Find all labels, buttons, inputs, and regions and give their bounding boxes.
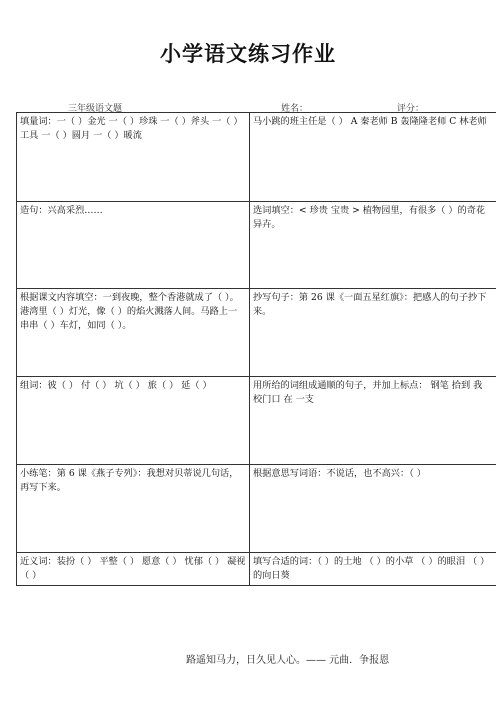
question-cell-7 [17,377,250,465]
question-text: 根据意思写词语：不说话，也不高兴：（ ） [253,468,426,479]
question-text: 根据课文内容填空：一到夜晚，整个香港就成了（ ）。港湾里（ ）灯光，像（ ）的焰火溅落人间。马路上一串串（ ）车灯，如同（ ）。 [20,292,239,331]
question-text: 小练笔：第 6 课《燕子专列》：我想对贝蒂说几句话，再写下来。 [20,468,239,493]
question-cell-11 [17,553,250,586]
question-cell-5 [17,289,250,377]
page-title: 小学语文练习作业 [160,42,336,66]
exercise-row [17,553,496,586]
exercise-row [17,377,496,465]
exercise-row [17,465,496,553]
question-cell-9 [17,465,250,553]
question-cell-2 [250,113,496,202]
score-label: 评分： [397,104,425,114]
question-text: 造句：兴高采烈…… [20,205,103,216]
question-text: 组词：彼（ ） 付（ ） 坑（ ） 旅（ ） 延（ ） [20,380,212,391]
question-cell-10 [250,465,496,553]
grade-label: 三年级语文题 [68,104,123,114]
exercise-row [17,202,496,289]
question-cell-4 [250,202,496,289]
name-label: 姓名： [281,104,309,114]
footer-quote: 路遥知马力，日久见人心。—— 元曲．争报恩 [186,655,390,666]
question-cell-3 [17,202,250,289]
question-cell-1 [17,113,250,202]
question-text: 填量词：一（ ）金光 一（ ）珍珠 一（ ）斧头 一（ ）工具 一（ ）圆月 一（ ）暖流 [20,116,243,141]
question-text: 马小跳的班主任是（ ） A 秦老师 B 轰隆隆老师 C 林老师 [253,116,487,127]
exercise-table [16,112,496,586]
question-text: 填写合适的词：（ ）的土地 （ ）的小草 （ ）的眼泪 （ ）的向日葵 [253,556,490,581]
question-cell-12 [250,553,496,586]
question-cell-8 [250,377,496,465]
question-cell-6 [250,289,496,377]
question-text: 近义词：装扮（ ） 平整（ ） 愿意（ ） 忧郁（ ） 凝视（ ） [20,556,246,581]
exercise-row [17,113,496,202]
question-text: 用所给的词组成通顺的句子，并加上标点： 钢笔 拾到 我 校门口 在 一支 [253,380,483,405]
question-text: 选词填空：< 珍贵 宝贵 > 植物园里，有很多（ ）的奇花异卉。 [253,205,486,230]
question-text: 抄写句子：第 26 课《一面五星红旗》：把感人的句子抄下来。 [253,292,487,317]
exercise-row [17,289,496,377]
